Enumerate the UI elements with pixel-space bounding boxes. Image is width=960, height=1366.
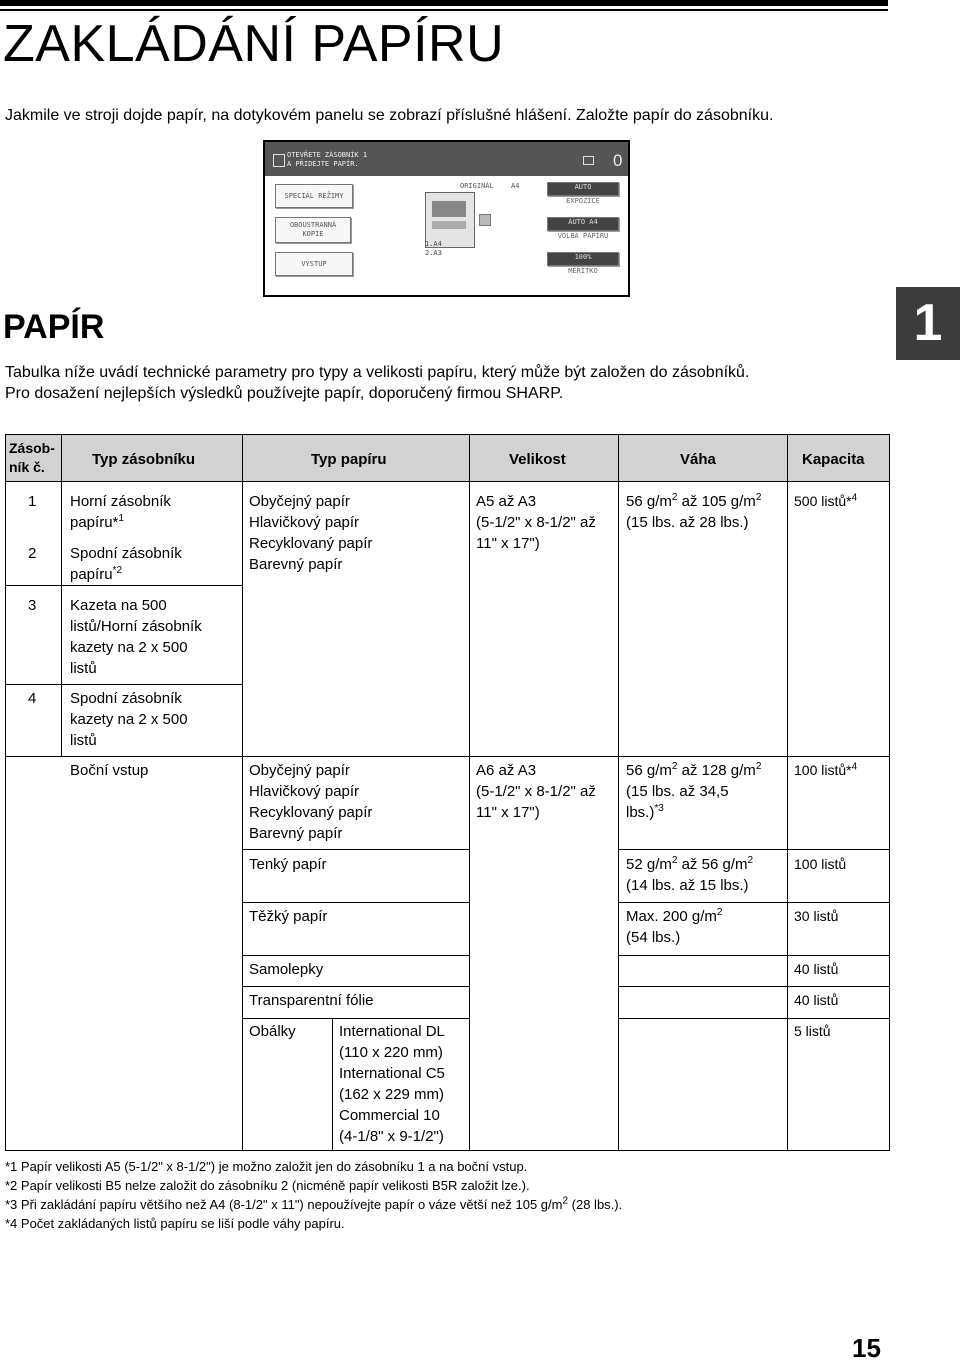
copy-icon — [583, 156, 594, 165]
superscript: 2 — [747, 855, 754, 866]
tray-icon — [273, 154, 285, 167]
capacity-cell — [794, 491, 857, 512]
footnote-ref: 1 — [118, 513, 124, 524]
weight-text: 56 g/m — [626, 762, 672, 779]
footnote-ref: 4 — [851, 492, 858, 504]
intro-text: Jakmile ve stroji dojde papír, na dotykovém panelu se zobrazí příslušné hlášení. Založte papír do zásobníku. — [5, 107, 774, 124]
capacity-cell — [794, 760, 857, 781]
capacity-cell: 100 listů — [794, 856, 847, 872]
paper-type: Recyklovaný papír — [249, 804, 373, 821]
weight-cell — [626, 854, 753, 896]
size-line: A6 až A3 — [476, 762, 537, 779]
ratio-button[interactable]: 100% — [547, 252, 619, 266]
paper-type: Recyklovaný papír — [249, 535, 373, 552]
tray2-size: 2.A3 — [425, 249, 442, 257]
header-tray-type: Typ zásobníku — [92, 451, 196, 468]
section-title: PAPÍR — [3, 308, 105, 346]
weight-line: (14 lbs. až 15 lbs.) — [626, 877, 749, 894]
size-line: (5-1/2" x 8-1/2" až — [476, 514, 596, 531]
superscript: 2 — [671, 761, 678, 772]
tray1-size: 1.A4 — [425, 240, 442, 248]
special-modes-button[interactable]: SPECIÁL REŽIMY — [275, 184, 353, 208]
size-line: A5 až A3 — [476, 493, 537, 510]
footnote-ref: *3 — [654, 803, 664, 814]
duplex-label-line2: KOPIE — [302, 230, 324, 238]
footnote-2: *2 Papír velikosti B5 nelze založit do zásobníku 2 (nicméně papír velikosti B5R založit lze.). — [5, 1178, 530, 1193]
weight-line: (54 lbs.) — [626, 929, 681, 946]
superscript: 2 — [755, 492, 762, 503]
weight-cell — [626, 760, 761, 823]
section-text-line1: Tabulka níže uvádí technické parametry pro typy a velikosti papíru, který může být založen do zásobníků. — [5, 364, 750, 381]
footnote-3 — [5, 1195, 622, 1214]
tray-name-line: Spodní zásobník — [70, 690, 182, 707]
envelope-size: (162 x 229 mm) — [339, 1086, 445, 1103]
header-rule-thick — [0, 0, 888, 6]
tray-name-line: Spodní zásobník — [70, 545, 182, 562]
paper-type: Hlavičkový papír — [249, 514, 360, 531]
capacity-cell: 40 listů — [794, 961, 839, 977]
superscript: 2 — [562, 1195, 569, 1207]
tray-name — [70, 491, 171, 533]
tray-name-line — [70, 512, 171, 533]
footnote-3-text: *3 Při zakládání papíru většího než A4 (8-1/2" x 11") nepoužívejte papír o váze větší než 105 g/m — [5, 1197, 563, 1212]
paper-type-list — [249, 760, 372, 844]
paper-type: Obyčejný papír — [249, 493, 350, 510]
size-cell — [476, 760, 596, 823]
tray-name-line: Horní zásobník — [70, 493, 171, 510]
tray-name-line: kazety na 2 x 500 — [70, 711, 188, 728]
footnote-1: *1 Papír velikosti A5 (5-1/2" x 8-1/2") je možno založit jen do zásobníku 1 a na boční vstup. — [5, 1159, 528, 1174]
envelope-sizes — [339, 1021, 445, 1147]
tray-name-line: kazety na 2 x 500 — [70, 639, 188, 656]
size-line: (5-1/2" x 8-1/2" až — [476, 783, 596, 800]
weight-text: až 128 g/m — [677, 762, 756, 779]
tray-number: 1 — [28, 493, 37, 510]
paper-type-thin: Tenký papír — [249, 856, 327, 873]
weight-line — [626, 906, 722, 927]
copy-count: 0 — [613, 151, 623, 170]
paper-type: Obyčejný papír — [249, 762, 350, 779]
header-tray-no-line1: Zásob- — [9, 440, 55, 456]
tray-name-line — [70, 564, 182, 585]
original-label: ORIGINÁL — [460, 182, 494, 190]
capacity-cell: 5 listů — [794, 1023, 831, 1039]
paper-type-heavy: Těžký papír — [249, 908, 328, 925]
page-title: ZAKLÁDÁNÍ PAPÍRU — [3, 15, 505, 73]
size-line: 11" x 17") — [476, 804, 540, 821]
original-size: A4 — [511, 182, 520, 190]
tray-name — [70, 688, 188, 751]
paper-spec-table — [5, 434, 890, 1151]
capacity-cell: 40 listů — [794, 992, 839, 1008]
touch-panel-illustration — [263, 140, 630, 297]
weight-line — [626, 760, 761, 781]
header-weight: Váha — [680, 451, 716, 468]
weight-cell — [626, 906, 722, 948]
paper-type-labels: Samolepky — [249, 961, 324, 978]
paper-type: Barevný papír — [249, 556, 343, 573]
section-text — [5, 362, 865, 404]
header-tray-no — [9, 439, 55, 477]
weight-text: 56 g/m — [626, 493, 672, 510]
superscript: 2 — [716, 907, 723, 918]
tray-name — [70, 595, 202, 679]
capacity-text: 500 listů* — [794, 493, 852, 509]
exposure-button[interactable]: AUTO — [547, 182, 619, 196]
tray-name-text: papíru* — [70, 514, 119, 531]
header-tray-no-line2: ník č. — [9, 459, 45, 475]
capacity-text: 100 listů* — [794, 762, 852, 778]
weight-cell — [626, 491, 761, 533]
panel-message-bar — [265, 142, 628, 176]
chapter-tab: 1 — [896, 287, 960, 360]
paper-type-transparency: Transparentní fólie — [249, 992, 374, 1009]
envelope-size: Commercial 10 — [339, 1107, 440, 1124]
tray-name-line: listů — [70, 660, 97, 677]
footnote-3-tail: (28 lbs.). — [568, 1197, 623, 1212]
size-line: 11" x 17") — [476, 535, 540, 552]
tray-name-line: listů/Horní zásobník — [70, 618, 202, 635]
footnote-ref: *2 — [112, 565, 122, 576]
bypass-tray-name: Boční vstup — [70, 762, 149, 779]
section-text-line2: Pro dosažení nejlepších výsledků používejte papír, doporučený firmou SHARP. — [5, 385, 564, 402]
weight-line — [626, 854, 753, 875]
panel-message — [287, 151, 367, 169]
envelope-size: International C5 — [339, 1065, 445, 1082]
paper-type-envelopes: Obálky — [249, 1023, 296, 1040]
duplex-label-line1: OBOUSTRANNÁ — [289, 221, 337, 229]
paper-select-button[interactable]: AUTO A4 — [547, 217, 619, 231]
weight-text: až 56 g/m — [677, 856, 748, 873]
capacity-cell: 30 listů — [794, 908, 839, 924]
header-size: Velikost — [509, 451, 566, 468]
tray-list[interactable] — [425, 240, 442, 258]
weight-line — [626, 802, 761, 823]
weight-line: (15 lbs. až 28 lbs.) — [626, 514, 749, 531]
tray-number: 4 — [28, 690, 37, 707]
tray-number: 3 — [28, 597, 37, 614]
panel-message-line1: OTEVŘETE ZÁSOBNÍK 1 — [287, 151, 368, 159]
weight-line: (15 lbs. až 34,5 — [626, 783, 729, 800]
size-cell — [476, 491, 596, 554]
panel-message-line2: A PŘIDEJTE PAPÍR. — [287, 160, 359, 168]
footnote-ref: 4 — [851, 761, 858, 773]
tray-name — [70, 543, 182, 585]
superscript: 2 — [755, 761, 762, 772]
paper-type: Hlavičkový papír — [249, 783, 360, 800]
exposure-label: EXPOZICE — [566, 197, 600, 205]
header-rule-thin — [0, 9, 888, 11]
tray-name-line: listů — [70, 732, 97, 749]
page-number: 15 — [852, 1333, 881, 1363]
duplex-copy-button[interactable] — [275, 217, 351, 243]
weight-line — [626, 491, 761, 512]
tray-name-text: papíru — [70, 566, 113, 583]
paper-type-list — [249, 491, 372, 575]
footnotes — [5, 1157, 622, 1233]
weight-text: lbs.) — [626, 804, 655, 821]
weight-text: Max. 200 g/m — [626, 908, 717, 925]
superscript: 2 — [671, 492, 678, 503]
envelope-size: (110 x 220 mm) — [339, 1044, 443, 1061]
paper-type: Barevný papír — [249, 825, 343, 842]
header-paper-type: Typ papíru — [311, 451, 387, 468]
tray-name-line: Kazeta na 500 — [70, 597, 167, 614]
paper-select-label: VOLBA PAPÍRU — [557, 232, 609, 240]
ratio-label: MĚŘÍTKO — [568, 267, 598, 275]
weight-text: 52 g/m — [626, 856, 672, 873]
scanner-icon — [479, 214, 491, 226]
footnote-4: *4 Počet zakládaných listů papíru se liší podle váhy papíru. — [5, 1216, 345, 1231]
tray-number: 2 — [28, 545, 37, 562]
envelope-size: International DL — [339, 1023, 445, 1040]
header-capacity: Kapacita — [802, 451, 865, 468]
envelope-size: (4-1/8" x 9-1/2") — [339, 1128, 444, 1145]
output-button[interactable]: VÝSTUP — [275, 252, 353, 276]
weight-text: až 105 g/m — [677, 493, 756, 510]
superscript: 2 — [671, 855, 678, 866]
